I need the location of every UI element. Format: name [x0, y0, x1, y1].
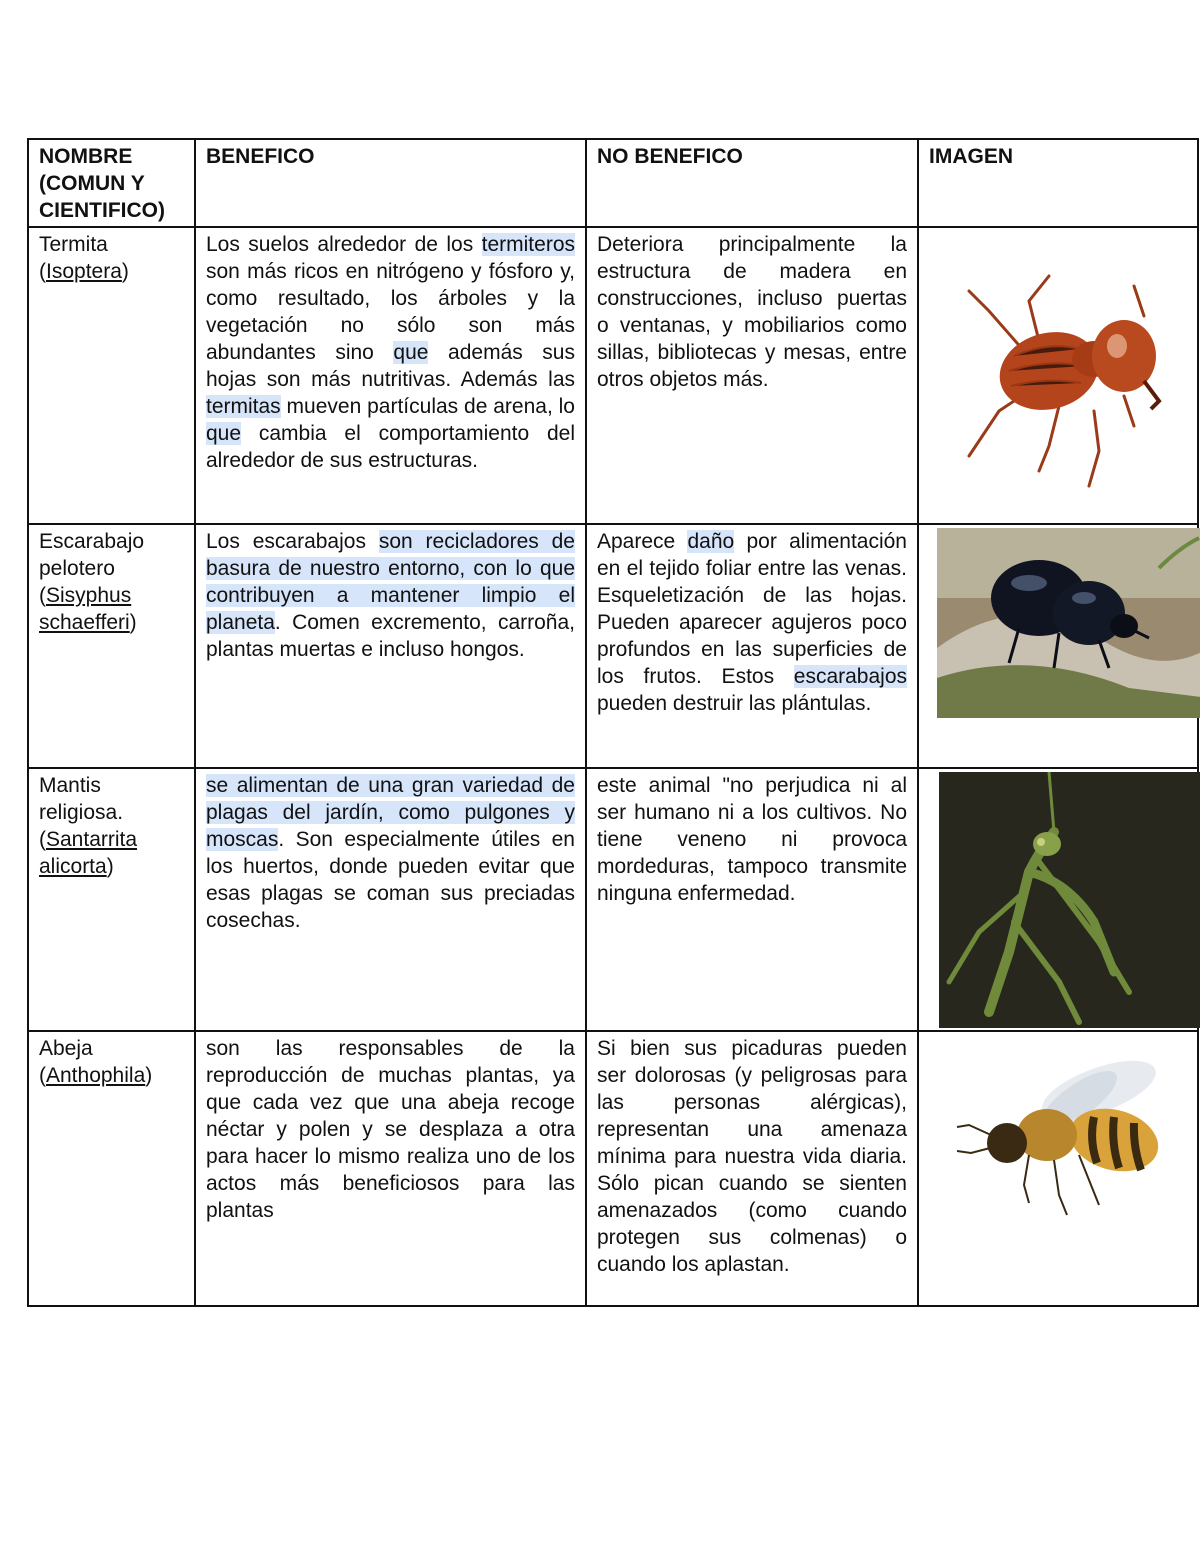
bee-image [918, 1031, 1198, 1306]
table-row [28, 1031, 1198, 1306]
name-cell: Escarabajo pelotero (Sisyphus schaefferi) [28, 524, 195, 768]
text-segment: cambia el comportamiento del alrededor de sus estructuras. [206, 422, 575, 472]
common-name: Escarabajo pelotero [39, 530, 145, 580]
header-benefico: BENEFICO [195, 139, 586, 227]
highlighted-text: que [393, 341, 429, 364]
highlighted-text: se alimentan de una gran variedad de plagas del jardín, como pulgones y moscas [206, 774, 575, 851]
insect-table [27, 138, 1199, 1307]
text-segment: Los suelos alrededor de los [206, 233, 482, 256]
name-cell: Termita (Isoptera) [28, 227, 195, 524]
header-imagen: IMAGEN [918, 139, 1198, 227]
text-segment: pueden destruir las plántulas. [597, 692, 872, 715]
highlighted-text: son recicladores de basura de nuestro entorno, con lo que contribuyen a mantener limpio el planeta [206, 530, 575, 634]
no-benefico-cell [586, 768, 918, 1031]
no-benefico-cell [586, 1031, 918, 1306]
termite-image [918, 227, 1198, 524]
benefico-cell [195, 227, 586, 524]
benefico-cell [195, 768, 586, 1031]
text-segment: Si bien sus picaduras pueden ser dolorosas (y peligrosas para las personas alérgicas), representan una amenaza mínima para nuestra vida diaria. Sólo pican cuando se sienten amenazados (como cuando protegen sus colmenas) o cuando los aplastan. [597, 1037, 907, 1276]
scientific-name: Anthophila [46, 1064, 146, 1087]
dung-beetle-image [918, 524, 1198, 768]
highlighted-text: escarabajos [793, 665, 907, 688]
highlighted-text: daño [687, 530, 735, 553]
common-name: Abeja [39, 1037, 93, 1060]
text-segment: son más ricos en nitrógeno y fósforo y, como resultado, los árboles y la vegetación no sólo son más abundantes sino [206, 260, 575, 364]
table-row [28, 524, 1198, 768]
no-benefico-cell [586, 524, 918, 768]
text-segment: Los escarabajos [206, 530, 379, 553]
text-segment: . Comen excremento, carroña, plantas muertas e incluso hongos. [206, 611, 575, 661]
name-cell: Mantis religiosa. (Santarrita alicorta) [28, 768, 195, 1031]
highlighted-text: termitas [206, 395, 281, 418]
table-row [28, 768, 1198, 1031]
header-no-benefico: NO BENEFICO [586, 139, 918, 227]
text-segment: . Son especialmente útiles en los huertos, donde pueden evitar que esas plagas se coman sus preciadas cosechas. [206, 828, 575, 932]
highlighted-text: termiteros [481, 233, 575, 256]
text-segment: mueven partículas de arena, lo [280, 395, 575, 418]
mantis-image [918, 768, 1198, 1031]
header-nombre: NOMBRE (COMUN Y CIENTIFICO) [28, 139, 195, 227]
scientific-name: Santarrita alicorta [39, 828, 138, 878]
common-name: Termita [39, 233, 108, 256]
common-name: Mantis religiosa. [39, 774, 124, 824]
text-segment: Aparece [597, 530, 688, 553]
table-row [28, 227, 1198, 524]
text-segment: este animal "no perjudica ni al ser humano ni a los cultivos. No tiene veneno ni provoca mordeduras, tampoco transmite ninguna enfermedad. [597, 774, 907, 905]
benefico-cell [195, 1031, 586, 1306]
text-segment: son las responsables de la reproducción de muchas plantas, ya que cada vez que una abeja recoge néctar y polen y se desplaza a otra para hacer lo mismo realiza uno de los actos más beneficiosos para las plantas [206, 1037, 575, 1222]
name-cell: Abeja (Anthophila) [28, 1031, 195, 1306]
text-segment: además sus hojas son más nutritivas. Además las [206, 341, 575, 391]
scientific-name: Isoptera [46, 260, 122, 283]
benefico-cell [195, 524, 586, 768]
text-segment: Deteriora principalmente la estructura de madera en construcciones, incluso puertas o ventanas, y mobiliarios como sillas, bibliotecas y mesas, entre otros objetos más. [597, 233, 907, 391]
highlighted-text: que [206, 422, 242, 445]
header-row [28, 139, 1198, 227]
scientific-name: Sisyphus schaefferi [39, 584, 132, 634]
no-benefico-cell [586, 227, 918, 524]
text-segment: por alimentación en el tejido foliar entre las venas. Esqueletización de las hojas. Pueden aparecer agujeros poco profundos en las superficies de los frutos. Estos [597, 530, 907, 688]
